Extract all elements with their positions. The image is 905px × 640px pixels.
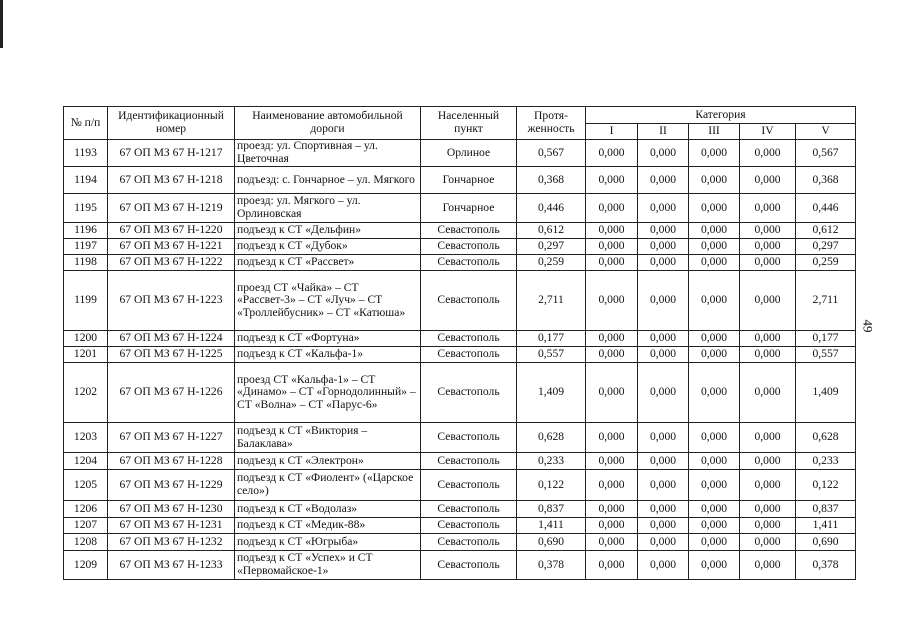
table-row [64, 271, 856, 331]
row-cat-5: 1,411 [796, 518, 856, 534]
row-cat-5: 0,612 [796, 223, 856, 239]
row-cat-2: 0,000 [638, 331, 689, 347]
row-number: 1206 [64, 501, 108, 518]
row-road-name: проезд СТ «Чайка» – СТ «Рассвет-3» – СТ «Луч» – СТ «Троллейбусник» – СТ «Катюша» [235, 271, 421, 331]
table-row [64, 140, 856, 167]
row-number: 1201 [64, 347, 108, 363]
row-road-name: проезд: ул. Мягкого – ул. Орлиновская [235, 194, 421, 223]
row-cat-2: 0,000 [638, 423, 689, 453]
table-row [64, 194, 856, 223]
row-length: 1,409 [517, 363, 586, 423]
row-cat-5: 0,378 [796, 551, 856, 580]
row-cat-1: 0,000 [586, 255, 638, 271]
row-cat-4: 0,000 [740, 453, 796, 470]
header-category: Категория [586, 107, 856, 124]
row-id: 67 ОП МЗ 67 Н-1230 [108, 501, 235, 518]
row-cat-2: 0,000 [638, 518, 689, 534]
header-cat-4: IV [740, 124, 796, 140]
header-length: Протя-женность [517, 107, 586, 140]
row-cat-1: 0,000 [586, 167, 638, 194]
row-cat-1: 0,000 [586, 223, 638, 239]
row-cat-1: 0,000 [586, 271, 638, 331]
row-locality: Орлиное [421, 140, 517, 167]
row-cat-5: 0,628 [796, 423, 856, 453]
row-locality: Севастополь [421, 239, 517, 255]
row-locality: Севастополь [421, 423, 517, 453]
row-cat-1: 0,000 [586, 470, 638, 501]
row-locality: Севастополь [421, 501, 517, 518]
row-cat-1: 0,000 [586, 140, 638, 167]
row-cat-2: 0,000 [638, 551, 689, 580]
row-road-name: подъезд к СТ «Дубок» [235, 239, 421, 255]
row-cat-3: 0,000 [689, 271, 740, 331]
table-row [64, 551, 856, 580]
row-cat-5: 0,446 [796, 194, 856, 223]
row-number: 1204 [64, 453, 108, 470]
row-cat-1: 0,000 [586, 194, 638, 223]
row-cat-3: 0,000 [689, 167, 740, 194]
row-cat-2: 0,000 [638, 363, 689, 423]
row-cat-5: 0,259 [796, 255, 856, 271]
row-number: 1199 [64, 271, 108, 331]
row-id: 67 ОП МЗ 67 Н-1233 [108, 551, 235, 580]
row-number: 1203 [64, 423, 108, 453]
row-id: 67 ОП МЗ 67 Н-1218 [108, 167, 235, 194]
row-road-name: подъезд к СТ «Успех» и СТ «Первомайское-1» [235, 551, 421, 580]
row-cat-2: 0,000 [638, 501, 689, 518]
table-header [64, 107, 856, 140]
row-cat-2: 0,000 [638, 140, 689, 167]
row-cat-2: 0,000 [638, 453, 689, 470]
row-cat-4: 0,000 [740, 470, 796, 501]
row-id: 67 ОП МЗ 67 Н-1228 [108, 453, 235, 470]
row-cat-2: 0,000 [638, 271, 689, 331]
row-cat-3: 0,000 [689, 255, 740, 271]
row-number: 1202 [64, 363, 108, 423]
row-cat-1: 0,000 [586, 347, 638, 363]
row-cat-3: 0,000 [689, 518, 740, 534]
table-row [64, 331, 856, 347]
row-cat-1: 0,000 [586, 331, 638, 347]
row-road-name: подъезд к СТ «Электрон» [235, 453, 421, 470]
table-row [64, 518, 856, 534]
row-locality: Гончарное [421, 194, 517, 223]
row-cat-4: 0,000 [740, 167, 796, 194]
row-number: 1200 [64, 331, 108, 347]
row-road-name: подъезд к СТ «Рассвет» [235, 255, 421, 271]
row-cat-3: 0,000 [689, 470, 740, 501]
row-road-name: подъезд к СТ «Виктория – Балаклава» [235, 423, 421, 453]
row-cat-3: 0,000 [689, 501, 740, 518]
table-row [64, 239, 856, 255]
row-id: 67 ОП МЗ 67 Н-1217 [108, 140, 235, 167]
row-number: 1208 [64, 534, 108, 551]
row-length: 0,628 [517, 423, 586, 453]
row-number: 1205 [64, 470, 108, 501]
header-id: Идентификационный номер [108, 107, 235, 140]
row-cat-3: 0,000 [689, 331, 740, 347]
row-cat-3: 0,000 [689, 223, 740, 239]
row-length: 0,837 [517, 501, 586, 518]
row-cat-2: 0,000 [638, 167, 689, 194]
row-cat-4: 0,000 [740, 331, 796, 347]
row-cat-3: 0,000 [689, 140, 740, 167]
row-cat-4: 0,000 [740, 363, 796, 423]
header-cat-3: III [689, 124, 740, 140]
row-number: 1209 [64, 551, 108, 580]
row-length: 0,297 [517, 239, 586, 255]
table-row [64, 453, 856, 470]
row-cat-3: 0,000 [689, 453, 740, 470]
row-length: 0,446 [517, 194, 586, 223]
row-road-name: подъезд к СТ «Дельфин» [235, 223, 421, 239]
row-length: 0,368 [517, 167, 586, 194]
row-cat-5: 0,557 [796, 347, 856, 363]
row-locality: Севастополь [421, 271, 517, 331]
row-number: 1196 [64, 223, 108, 239]
row-cat-5: 0,233 [796, 453, 856, 470]
row-id: 67 ОП МЗ 67 Н-1223 [108, 271, 235, 331]
row-road-name: подъезд: с. Гончарное – ул. Мягкого [235, 167, 421, 194]
row-cat-3: 0,000 [689, 347, 740, 363]
table-row [64, 470, 856, 501]
row-road-name: подъезд к СТ «Медик-88» [235, 518, 421, 534]
row-cat-4: 0,000 [740, 423, 796, 453]
row-cat-3: 0,000 [689, 239, 740, 255]
row-id: 67 ОП МЗ 67 Н-1220 [108, 223, 235, 239]
row-cat-4: 0,000 [740, 347, 796, 363]
row-id: 67 ОП МЗ 67 Н-1229 [108, 470, 235, 501]
row-length: 0,233 [517, 453, 586, 470]
row-cat-1: 0,000 [586, 423, 638, 453]
row-cat-5: 0,690 [796, 534, 856, 551]
row-cat-1: 0,000 [586, 239, 638, 255]
row-cat-4: 0,000 [740, 501, 796, 518]
row-locality: Севастополь [421, 255, 517, 271]
row-length: 0,612 [517, 223, 586, 239]
row-cat-4: 0,000 [740, 239, 796, 255]
row-cat-2: 0,000 [638, 255, 689, 271]
row-cat-5: 2,711 [796, 271, 856, 331]
row-id: 67 ОП МЗ 67 Н-1232 [108, 534, 235, 551]
row-road-name: подъезд к СТ «Водолаз» [235, 501, 421, 518]
row-locality: Севастополь [421, 223, 517, 239]
row-cat-5: 0,837 [796, 501, 856, 518]
row-road-name: подъезд к СТ «Фортуна» [235, 331, 421, 347]
row-road-name: подъезд к СТ «Кальфа-1» [235, 347, 421, 363]
row-locality: Севастополь [421, 518, 517, 534]
row-number: 1198 [64, 255, 108, 271]
row-number: 1193 [64, 140, 108, 167]
row-locality: Севастополь [421, 347, 517, 363]
header-cat-2: II [638, 124, 689, 140]
table-row [64, 423, 856, 453]
row-length: 0,122 [517, 470, 586, 501]
header-road-name: Наименование автомобильной дороги [235, 107, 421, 140]
row-road-name: подъезд к СТ «Югрыба» [235, 534, 421, 551]
row-road-name: подъезд к СТ «Фиолент» («Царское село») [235, 470, 421, 501]
roads-table [63, 106, 856, 580]
table-row [64, 255, 856, 271]
row-length: 0,557 [517, 347, 586, 363]
row-id: 67 ОП МЗ 67 Н-1231 [108, 518, 235, 534]
row-length: 1,411 [517, 518, 586, 534]
row-id: 67 ОП МЗ 67 Н-1219 [108, 194, 235, 223]
row-number: 1195 [64, 194, 108, 223]
row-cat-3: 0,000 [689, 194, 740, 223]
table-row [64, 223, 856, 239]
table-row [64, 167, 856, 194]
row-cat-4: 0,000 [740, 255, 796, 271]
row-cat-5: 1,409 [796, 363, 856, 423]
header-cat-5: V [796, 124, 856, 140]
row-cat-2: 0,000 [638, 347, 689, 363]
row-cat-3: 0,000 [689, 423, 740, 453]
header-locality: Населенный пункт [421, 107, 517, 140]
row-cat-5: 0,368 [796, 167, 856, 194]
page-number: 49 [860, 319, 876, 333]
row-cat-4: 0,000 [740, 551, 796, 580]
row-cat-5: 0,122 [796, 470, 856, 501]
row-road-name: проезд: ул. Спортивная – ул. Цветочная [235, 140, 421, 167]
row-number: 1197 [64, 239, 108, 255]
row-locality: Севастополь [421, 331, 517, 347]
row-locality: Гончарное [421, 167, 517, 194]
row-length: 0,690 [517, 534, 586, 551]
row-road-name: проезд СТ «Кальфа-1» – СТ «Динамо» – СТ «Горнодолинный» – СТ «Волна» – СТ «Парус-6» [235, 363, 421, 423]
row-length: 0,259 [517, 255, 586, 271]
row-cat-4: 0,000 [740, 223, 796, 239]
table-body [64, 140, 856, 580]
row-cat-1: 0,000 [586, 518, 638, 534]
row-id: 67 ОП МЗ 67 Н-1221 [108, 239, 235, 255]
row-cat-2: 0,000 [638, 534, 689, 551]
row-length: 0,378 [517, 551, 586, 580]
row-cat-4: 0,000 [740, 140, 796, 167]
row-cat-1: 0,000 [586, 534, 638, 551]
row-id: 67 ОП МЗ 67 Н-1222 [108, 255, 235, 271]
row-id: 67 ОП МЗ 67 Н-1224 [108, 331, 235, 347]
row-cat-1: 0,000 [586, 501, 638, 518]
table-row [64, 534, 856, 551]
row-cat-1: 0,000 [586, 551, 638, 580]
row-length: 2,711 [517, 271, 586, 331]
row-cat-5: 0,297 [796, 239, 856, 255]
table-row [64, 347, 856, 363]
row-cat-4: 0,000 [740, 518, 796, 534]
scan-edge-mark [0, 0, 3, 48]
row-cat-4: 0,000 [740, 534, 796, 551]
table-row [64, 501, 856, 518]
row-cat-2: 0,000 [638, 194, 689, 223]
row-number: 1194 [64, 167, 108, 194]
row-cat-3: 0,000 [689, 534, 740, 551]
row-cat-2: 0,000 [638, 223, 689, 239]
row-cat-3: 0,000 [689, 363, 740, 423]
row-cat-5: 0,567 [796, 140, 856, 167]
header-num: № п/п [64, 107, 108, 140]
row-cat-4: 0,000 [740, 194, 796, 223]
row-locality: Севастополь [421, 551, 517, 580]
row-id: 67 ОП МЗ 67 Н-1226 [108, 363, 235, 423]
row-length: 0,567 [517, 140, 586, 167]
row-locality: Севастополь [421, 534, 517, 551]
row-cat-2: 0,000 [638, 239, 689, 255]
row-locality: Севастополь [421, 363, 517, 423]
row-length: 0,177 [517, 331, 586, 347]
row-cat-5: 0,177 [796, 331, 856, 347]
row-cat-2: 0,000 [638, 470, 689, 501]
row-number: 1207 [64, 518, 108, 534]
row-cat-1: 0,000 [586, 363, 638, 423]
row-cat-1: 0,000 [586, 453, 638, 470]
row-cat-3: 0,000 [689, 551, 740, 580]
row-id: 67 ОП МЗ 67 Н-1227 [108, 423, 235, 453]
table-row [64, 363, 856, 423]
row-id: 67 ОП МЗ 67 Н-1225 [108, 347, 235, 363]
header-cat-1: I [586, 124, 638, 140]
row-cat-4: 0,000 [740, 271, 796, 331]
row-locality: Севастополь [421, 470, 517, 501]
row-locality: Севастополь [421, 453, 517, 470]
